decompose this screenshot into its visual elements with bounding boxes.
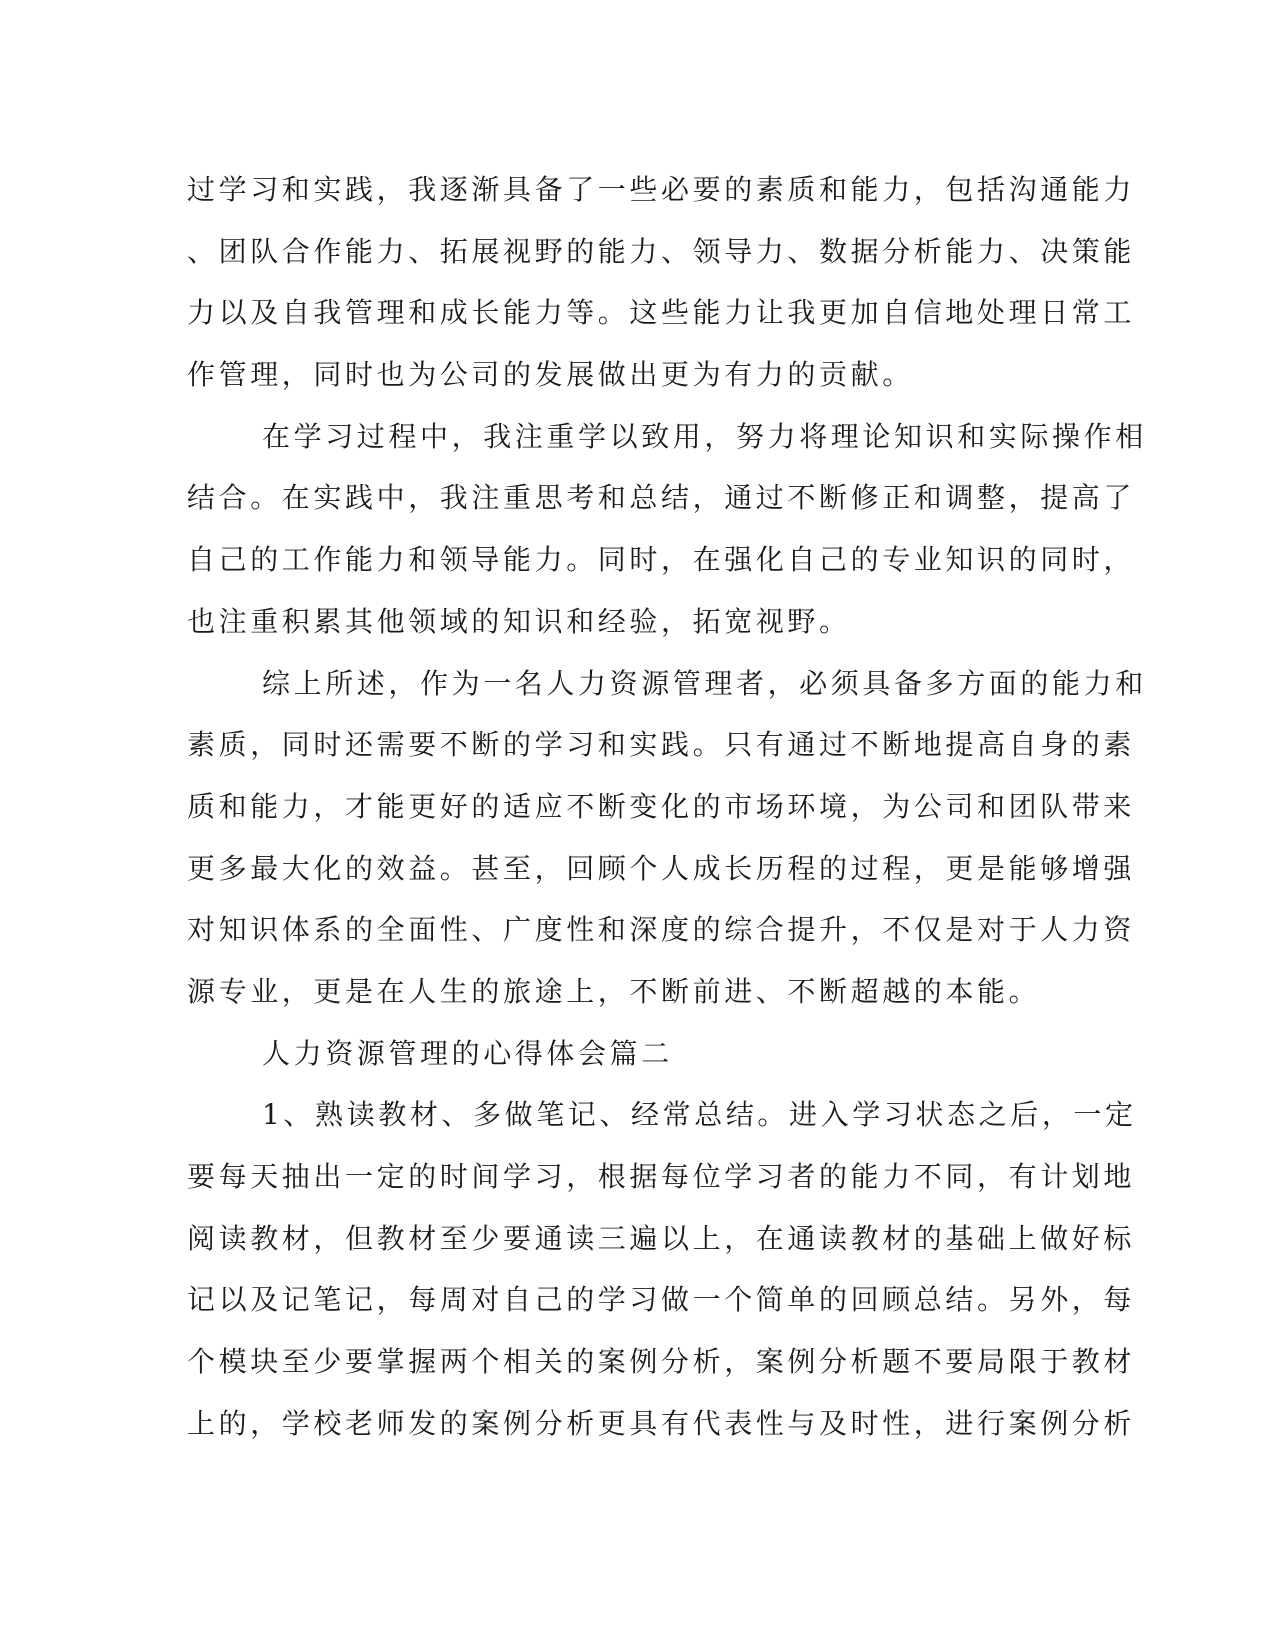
text-line: 源专业，更是在人生的旅途上，不断前进、不断超越的本能。 [187, 974, 1041, 1008]
paragraph-start-line: 1、熟读教材、多做笔记、经常总结。进入学习状态之后，一定 [262, 1098, 1137, 1132]
document-body [187, 159, 1147, 1454]
text-line: 个模块至少要掌握两个相关的案例分析，案例分析题不要局限于教材 [187, 1345, 1136, 1379]
text-line: 也注重积累其他领域的知识和经验，拓宽视野。 [187, 604, 851, 638]
text-line: 上的，学校老师发的案例分析更具有代表性与及时性，进行案例分析 [187, 1406, 1136, 1440]
text-line: 力以及自我管理和成长能力等。这些能力让我更加自信地处理日常工 [187, 296, 1136, 330]
text-line: 过学习和实践，我逐渐具备了一些必要的素质和能力，包括沟通能力 [187, 173, 1136, 206]
text-line: 对知识体系的全面性、广度性和深度的综合提升，不仅是对于人力资 [187, 913, 1136, 947]
section-heading: 人力资源管理的心得体会篇二 [262, 1036, 673, 1070]
text-line: 阅读教材，但教材至少要通读三遍以上，在通读教材的基础上做好标 [187, 1221, 1136, 1255]
text-line: 结合。在实践中，我注重思考和总结，通过不断修正和调整，提高了 [187, 481, 1136, 515]
text-line: 素质，同时还需要不断的学习和实践。只有通过不断地提高自身的素 [187, 728, 1136, 762]
paragraph-start-line: 综上所述，作为一名人力资源管理者，必须具备多方面的能力和 [262, 666, 1147, 700]
paragraph-start-line: 在学习过程中，我注重学以致用，努力将理论知识和实际操作相 [262, 419, 1147, 453]
text-line: 自己的工作能力和领导能力。同时，在强化自己的专业知识的同时， [187, 543, 1136, 577]
text-line: 更多最大化的效益。甚至，回顾个人成长历程的过程，更是能够增强 [187, 851, 1136, 885]
text-line: 质和能力，才能更好的适应不断变化的市场环境，为公司和团队带来 [187, 789, 1136, 823]
text-line: 、团队合作能力、拓展视野的能力、领导力、数据分析能力、决策能 [187, 234, 1136, 268]
text-line: 记以及记笔记，每周对自己的学习做一个简单的回顾总结。另外，每 [187, 1283, 1136, 1317]
text-line: 要每天抽出一定的时间学习，根据每位学习者的能力不同，有计划地 [187, 1160, 1136, 1193]
text-line: 作管理，同时也为公司的发展做出更为有力的贡献。 [187, 358, 914, 392]
